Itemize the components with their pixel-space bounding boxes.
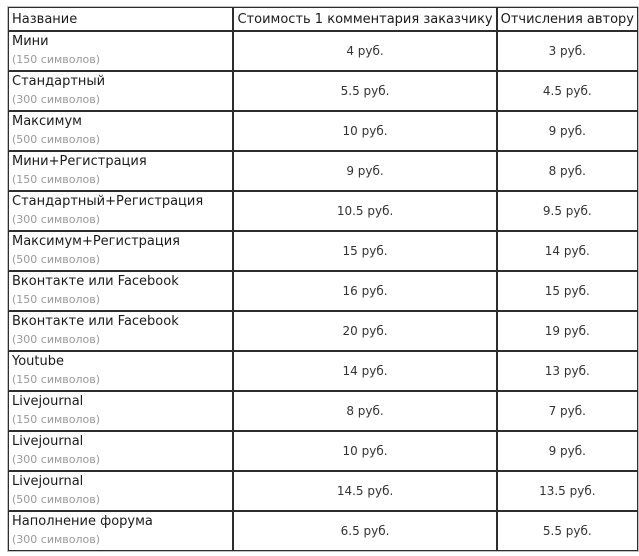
plan-name: Вконтакте или Facebook [12,274,179,289]
pricing-table-outline [7,6,639,552]
author-payment: 13.5 руб. [497,471,638,511]
plan-name: Мини+Регистрация [12,154,147,169]
plan-name: Livejournal [12,434,84,449]
customer-price: 4 руб. [233,31,496,71]
char-count: (150 символов) [12,373,101,386]
char-count: (300 символов) [12,453,101,466]
table-row [8,391,638,431]
table-row [8,351,638,391]
plan-name: Livejournal [12,474,84,489]
customer-price: 14 руб. [233,351,496,391]
plan-cell [8,391,233,431]
table-row [8,31,638,71]
plan-name: Максимум [12,114,82,129]
char-count: (300 символов) [12,213,101,226]
table-body [8,31,638,551]
plan-cell [8,351,233,391]
author-payment: 13 руб. [497,351,638,391]
customer-price: 20 руб. [233,311,496,351]
plan-cell [8,231,233,271]
char-count: (300 символов) [12,93,101,106]
customer-price: 8 руб. [233,391,496,431]
customer-price: 15 руб. [233,231,496,271]
plan-cell [8,191,233,231]
customer-price: 10 руб. [233,431,496,471]
customer-price: 16 руб. [233,271,496,311]
customer-price: 6.5 руб. [233,511,496,551]
author-payment: 8 руб. [497,151,638,191]
author-payment: 7 руб. [497,391,638,431]
table-row [8,71,638,111]
plan-cell [8,431,233,471]
char-count: (150 символов) [12,53,101,66]
table-row [8,271,638,311]
char-count: (500 символов) [12,133,101,146]
plan-name: Стандартный [12,74,106,89]
table-row [8,111,638,151]
table-row [8,471,638,511]
pricing-table [8,7,638,551]
plan-cell [8,271,233,311]
author-payment: 14 руб. [497,231,638,271]
plan-cell [8,111,233,151]
author-payment: 9.5 руб. [497,191,638,231]
author-payment: 9 руб. [497,111,638,151]
author-payment: 9 руб. [497,431,638,471]
table-row [8,151,638,191]
plan-cell [8,511,233,551]
customer-price: 5.5 руб. [233,71,496,111]
table-row [8,231,638,271]
header-name: Название [8,7,233,31]
char-count: (150 символов) [12,413,101,426]
customer-price: 9 руб. [233,151,496,191]
table-row [8,311,638,351]
author-payment: 15 руб. [497,271,638,311]
table-row [8,511,638,551]
plan-name: Вконтакте или Facebook [12,314,179,329]
plan-name: Стандартный+Регистрация [12,194,204,209]
char-count: (500 символов) [12,493,101,506]
char-count: (300 символов) [12,533,101,546]
author-payment: 19 руб. [497,311,638,351]
customer-price: 10 руб. [233,111,496,151]
plan-cell [8,71,233,111]
plan-cell [8,311,233,351]
author-payment: 4.5 руб. [497,71,638,111]
plan-name: Наполнение форума [12,514,153,529]
char-count: (300 символов) [12,333,101,346]
char-count: (500 символов) [12,253,101,266]
plan-cell [8,471,233,511]
plan-name: Максимум+Регистрация [12,234,181,249]
char-count: (150 символов) [12,173,101,186]
plan-cell [8,31,233,71]
char-count: (150 символов) [12,293,101,306]
header-author-payment: Отчисления автору [497,7,638,31]
header-row [8,7,638,31]
plan-name: Youtube [12,354,64,369]
table-row [8,191,638,231]
customer-price: 14.5 руб. [233,471,496,511]
author-payment: 5.5 руб. [497,511,638,551]
plan-name: Мини [12,34,49,49]
header-customer-price: Стоимость 1 комментария заказчику [233,7,496,31]
plan-cell [8,151,233,191]
table-row [8,431,638,471]
plan-name: Livejournal [12,394,84,409]
customer-price: 10.5 руб. [233,191,496,231]
author-payment: 3 руб. [497,31,638,71]
